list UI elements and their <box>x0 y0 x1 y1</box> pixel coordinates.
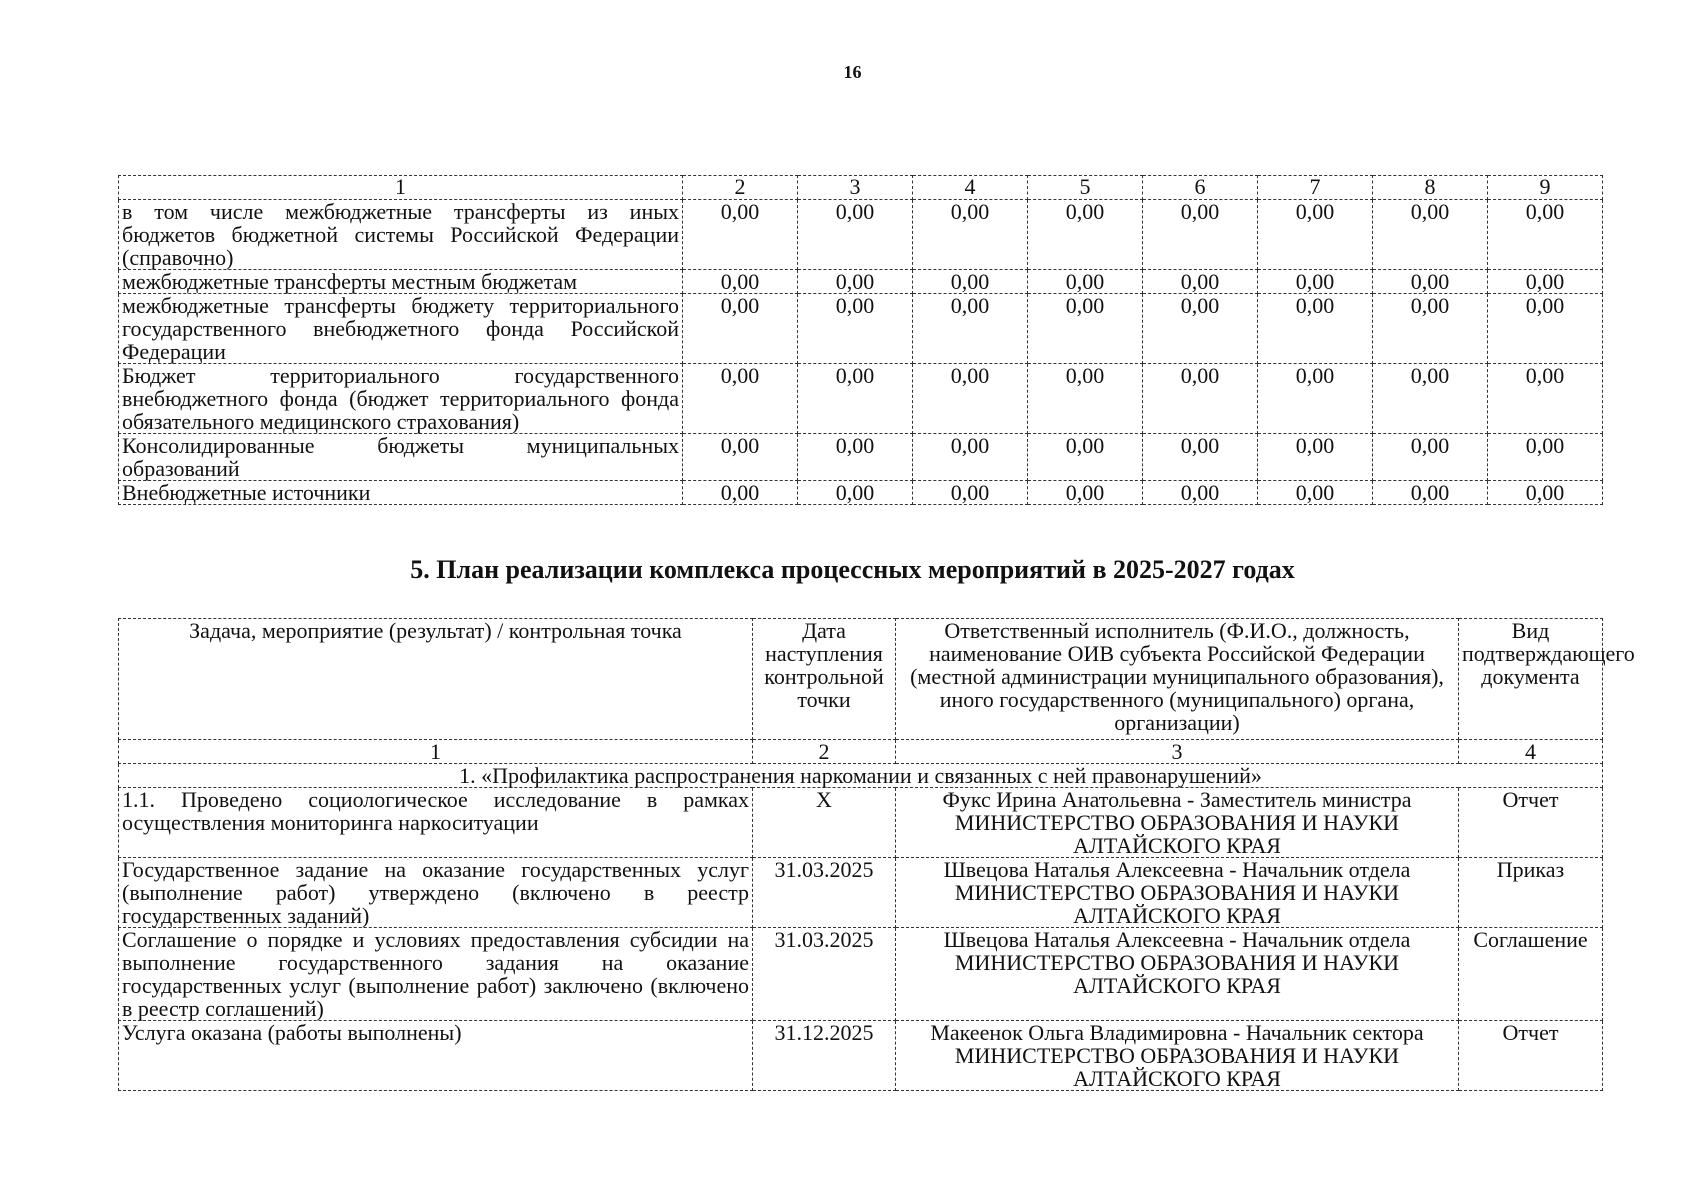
budget-value: 0,00 <box>1373 434 1488 481</box>
budget-header-cell: 4 <box>913 176 1028 200</box>
plan-row <box>119 928 1603 1021</box>
budget-value: 0,00 <box>1143 481 1258 505</box>
budget-value: 0,00 <box>1488 270 1603 294</box>
budget-row <box>119 481 1603 505</box>
budget-value: 0,00 <box>1488 200 1603 270</box>
budget-header-row <box>119 176 1603 200</box>
budget-value: 0,00 <box>1258 364 1373 434</box>
budget-value: 0,00 <box>1373 481 1488 505</box>
budget-value: 0,00 <box>798 294 913 364</box>
plan-header-document: Вид подтверждающего документа <box>1459 619 1603 740</box>
plan-row <box>119 858 1603 928</box>
budget-value: 0,00 <box>683 481 798 505</box>
plan-column-number: 3 <box>896 740 1459 764</box>
plan-row-document: Отчет <box>1459 1021 1603 1091</box>
plan-header-responsible: Ответственный исполнитель (Ф.И.О., должность, наименование ОИВ субъекта Российской Федерации (местной администрации муниципального образования), иного государственного (муниципального) органа, организации) <box>896 619 1459 740</box>
plan-row-description: Услуга оказана (работы выполнены) <box>119 1021 753 1091</box>
budget-value: 0,00 <box>1373 200 1488 270</box>
plan-row-responsible <box>896 858 1459 928</box>
plan-row-organization: МИНИСТЕРСТВО ОБРАЗОВАНИЯ И НАУКИ АЛТАЙСКОГО КРАЯ <box>954 950 1400 998</box>
plan-header-date: Дата наступления контрольной точки <box>753 619 896 740</box>
budget-header-cell: 9 <box>1488 176 1603 200</box>
plan-row-description: 1.1. Проведено социологическое исследование в рамках осуществления мониторинга наркоситуации <box>119 788 753 858</box>
budget-value: 0,00 <box>1373 270 1488 294</box>
plan-row-responsible <box>896 928 1459 1021</box>
budget-value: 0,00 <box>683 434 798 481</box>
plan-column-numbers <box>119 740 1603 764</box>
budget-value: 0,00 <box>1258 481 1373 505</box>
plan-row-person: Фукс Ирина Анатольевна - Заместитель министра <box>942 787 1412 812</box>
budget-value: 0,00 <box>913 481 1028 505</box>
plan-row-date: X <box>753 788 896 858</box>
budget-row-label: Внебюджетные источники <box>119 481 683 505</box>
budget-header-cell: 3 <box>798 176 913 200</box>
plan-row <box>119 1021 1603 1091</box>
budget-row <box>119 200 1603 270</box>
plan-row-organization: МИНИСТЕРСТВО ОБРАЗОВАНИЯ И НАУКИ АЛТАЙСКОГО КРАЯ <box>954 1043 1400 1091</box>
plan-column-number: 1 <box>119 740 753 764</box>
budget-value: 0,00 <box>1028 200 1143 270</box>
page-number: 16 <box>843 62 862 82</box>
budget-value: 0,00 <box>1488 434 1603 481</box>
plan-row-document: Отчет <box>1459 788 1603 858</box>
budget-header-cell: 1 <box>119 176 683 200</box>
budget-table <box>118 175 1603 505</box>
plan-row-responsible <box>896 1021 1459 1091</box>
budget-row <box>119 270 1603 294</box>
budget-value: 0,00 <box>1258 200 1373 270</box>
budget-value: 0,00 <box>1143 434 1258 481</box>
plan-header-row <box>119 619 1603 740</box>
budget-value: 0,00 <box>1488 294 1603 364</box>
budget-row <box>119 364 1603 434</box>
budget-row-label: в том числе межбюджетные трансферты из иных бюджетов бюджетной системы Российской Федерации (справочно) <box>119 200 683 270</box>
section-title: 5. План реализации комплекса процессных мероприятий в 2025-2027 годах <box>410 555 1295 584</box>
budget-row-label: межбюджетные трансферты местным бюджетам <box>119 270 683 294</box>
budget-value: 0,00 <box>798 434 913 481</box>
budget-value: 0,00 <box>1373 294 1488 364</box>
budget-value: 0,00 <box>1143 200 1258 270</box>
budget-header-cell: 8 <box>1373 176 1488 200</box>
budget-value: 0,00 <box>683 294 798 364</box>
budget-value: 0,00 <box>683 270 798 294</box>
budget-value: 0,00 <box>913 364 1028 434</box>
budget-header-cell: 7 <box>1258 176 1373 200</box>
budget-value: 0,00 <box>913 200 1028 270</box>
plan-row-date: 31.03.2025 <box>753 858 896 928</box>
budget-value: 0,00 <box>798 270 913 294</box>
budget-value: 0,00 <box>1258 270 1373 294</box>
budget-value: 0,00 <box>683 200 798 270</box>
plan-row-date: 31.03.2025 <box>753 928 896 1021</box>
budget-header-cell: 2 <box>683 176 798 200</box>
plan-row-document: Соглашение <box>1459 928 1603 1021</box>
budget-value: 0,00 <box>683 364 798 434</box>
plan-task-title: 1. «Профилактика распространения наркомании и связанных с ней правонарушений» <box>119 764 1603 788</box>
budget-header-cell: 5 <box>1028 176 1143 200</box>
plan-row-document: Приказ <box>1459 858 1603 928</box>
plan-row-responsible <box>896 788 1459 858</box>
plan-column-number: 4 <box>1459 740 1603 764</box>
budget-value: 0,00 <box>1143 270 1258 294</box>
budget-row <box>119 294 1603 364</box>
budget-value: 0,00 <box>1028 294 1143 364</box>
budget-value: 0,00 <box>1028 434 1143 481</box>
budget-value: 0,00 <box>1258 434 1373 481</box>
budget-value: 0,00 <box>1488 481 1603 505</box>
plan-row-organization: МИНИСТЕРСТВО ОБРАЗОВАНИЯ И НАУКИ АЛТАЙСКОГО КРАЯ <box>954 880 1400 928</box>
plan-row-person: Швецова Наталья Алексеевна - Начальник отдела <box>943 857 1411 882</box>
budget-value: 0,00 <box>1143 364 1258 434</box>
plan-task-row <box>119 764 1603 788</box>
plan-column-number: 2 <box>753 740 896 764</box>
plan-row-person: Макеенок Ольга Владимировна - Начальник сектора <box>930 1020 1424 1045</box>
plan-row-description: Государственное задание на оказание государственных услуг (выполнение работ) утверждено (включено в реестр государственных заданий) <box>119 858 753 928</box>
budget-value: 0,00 <box>1488 364 1603 434</box>
plan-row-organization: МИНИСТЕРСТВО ОБРАЗОВАНИЯ И НАУКИ АЛТАЙСКОГО КРАЯ <box>954 810 1400 858</box>
budget-row-label: межбюджетные трансферты бюджету территориального государственного внебюджетного фонда Российской Федерации <box>119 294 683 364</box>
budget-header-cell: 6 <box>1143 176 1258 200</box>
budget-row-label: Консолидированные бюджеты муниципальных образований <box>119 434 683 481</box>
budget-value: 0,00 <box>798 364 913 434</box>
budget-value: 0,00 <box>798 481 913 505</box>
budget-value: 0,00 <box>1258 294 1373 364</box>
budget-value: 0,00 <box>913 294 1028 364</box>
budget-row-label: Бюджет территориального государственного внебюджетного фонда (бюджет территориального фонда обязательного медицинского страхования) <box>119 364 683 434</box>
budget-value: 0,00 <box>1373 364 1488 434</box>
plan-header-task: Задача, мероприятие (результат) / контрольная точка <box>119 619 753 740</box>
budget-row <box>119 434 1603 481</box>
budget-value: 0,00 <box>913 270 1028 294</box>
plan-row <box>119 788 1603 858</box>
plan-row-date: 31.12.2025 <box>753 1021 896 1091</box>
budget-value: 0,00 <box>1028 270 1143 294</box>
budget-value: 0,00 <box>913 434 1028 481</box>
plan-table <box>118 618 1635 1091</box>
budget-value: 0,00 <box>798 200 913 270</box>
budget-value: 0,00 <box>1028 481 1143 505</box>
plan-row-description: Соглашение о порядке и условиях предоставления субсидии на выполнение государственного задания на оказание государственных услуг (выполнение работ) заключено (включено в реестр соглашений) <box>119 928 753 1021</box>
plan-row-person: Швецова Наталья Алексеевна - Начальник отдела <box>943 927 1411 952</box>
budget-value: 0,00 <box>1143 294 1258 364</box>
budget-value: 0,00 <box>1028 364 1143 434</box>
